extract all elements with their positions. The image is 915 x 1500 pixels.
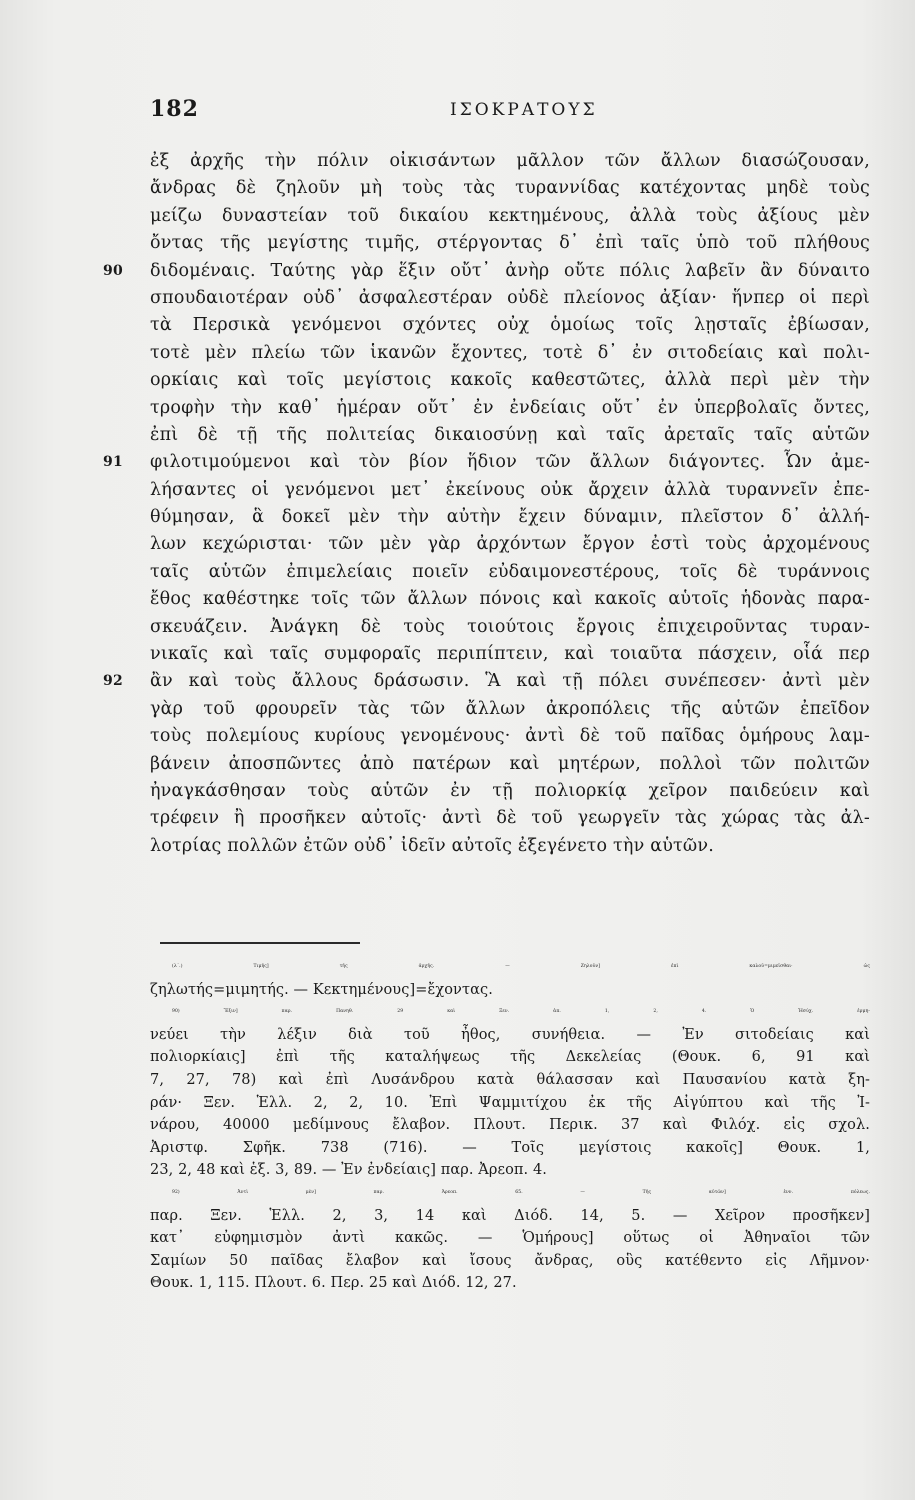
line-text: νικαῖς καὶ ταῖς συμφοραῖς περιπίπτειν, καὶ τοιαῦτα πάσχειν, οἷά περ xyxy=(150,644,870,665)
text-line xyxy=(150,778,870,805)
text-line xyxy=(150,175,870,202)
line-text: ἐπὶ δὲ τῇ τῆς πολιτείας δικαιοσύνῃ καὶ ταῖς ἀρεταῖς ταῖς αὑτῶν xyxy=(150,424,870,445)
footnote-line: ράν· Ξεν. Ἑλλ. 2, 2, 10. Ἐπὶ Ψαμμιτίχου ἐκ τῆς Αἰγύπτου καὶ τῆς Ἰ- xyxy=(150,1094,870,1111)
line-text: ὄντας τῆς μεγίστης τιμῆς, στέργοντας δ᾽ ἐπὶ ταῖς ὑπὸ τοῦ πλήθους xyxy=(150,233,870,254)
text-line xyxy=(150,367,870,394)
text-line xyxy=(150,641,870,668)
text-line xyxy=(150,614,870,641)
line-text: τὰ Περσικὰ γενόμενοι σχόντες οὐχ ὁμοίως τοῖς λῃσταῖς ἐβίωσαν, xyxy=(150,315,870,336)
footnote-line: Θουκ. 1, 115. Πλουτ. 6. Περ. 25 καὶ Διόδ. 12, 27. xyxy=(150,1275,517,1292)
text-line xyxy=(150,723,870,750)
text-line xyxy=(150,805,870,832)
line-text: τοὺς πολεμίους κυρίους γενομένους· ἀντὶ δὲ τοῦ παῖδας ὁμήρους λαμ- xyxy=(150,726,870,747)
text-line xyxy=(103,449,870,476)
page-header xyxy=(150,96,870,126)
footnote-line: 23, 2, 48 καὶ ἑξ. 3, 89. — Ἐν ἐνδείαις] παρ. Ἀρεοπ. 4. xyxy=(150,1162,547,1179)
footnote-rule xyxy=(160,942,360,944)
footnote-line: νεύει τὴν λέξιν διὰ τοῦ ἦθος, συνήθεια. — Ἐν σιτοδείαις καὶ xyxy=(150,1026,870,1043)
line-text: τοτὲ μὲν πλείω τῶν ἱκανῶν ἔχοντες, τοτὲ δ᾽ ἐν σιτοδείαις καὶ πολι- xyxy=(150,342,870,363)
line-text: ἠναγκάσθησαν τοὺς αὑτῶν ἐν τῇ πολιορκίᾳ χεῖρον παιδεύειν καὶ xyxy=(150,780,870,801)
footnote-line: (λ΄.) Τιμῆς] τῆς ἀρχῆς. — Ζηλοῦν] ἐπὶ καλοῦ=μιμεῖσθαι· ὡς xyxy=(172,964,870,969)
footnote-line: 7, 27, 78) καὶ ἐπὶ Λυσάνδρου κατὰ θάλασσαν καὶ Παυσανίου κατὰ ξη- xyxy=(150,1071,870,1088)
text-line xyxy=(150,203,870,230)
line-text: τρέφειν ἢ προσῆκεν αὐτοῖς· ἀντὶ δὲ τοῦ γεωργεῖν τὰς χώρας τὰς ἀλ- xyxy=(150,808,870,829)
line-text: θύμησαν, ἃ δοκεῖ μὲν τὴν αὐτὴν ἔχειν δύναμιν, πλεῖστον δ᾽ ἀλλή- xyxy=(150,507,870,528)
line-text: ἐξ ἀρχῆς τὴν πόλιν οἰκισάντων μᾶλλον τῶν ἄλλων διασώζουσαν, xyxy=(150,151,870,171)
footnote-line: πολιορκίαις] ἐπὶ τῆς καταλήψεως τῆς Δεκελείας (Θουκ. 6, 91 καὶ xyxy=(150,1049,870,1066)
line-text: γὰρ τοῦ φρουρεῖν τὰς τῶν ἄλλων ἀκροπόλεις τῆς αὑτῶν ἐπεῖδον xyxy=(150,698,870,719)
text-line xyxy=(150,531,870,558)
text-line xyxy=(150,422,870,449)
line-text: ορκίαις καὶ τοῖς μεγίστοις κακοῖς καθεστῶτες, ἀλλὰ περὶ μὲν τὴν xyxy=(150,370,870,391)
text-line xyxy=(103,258,870,285)
page-number: 182 xyxy=(150,96,199,122)
text-line xyxy=(150,504,870,531)
text-line xyxy=(150,148,870,175)
section-number: 90 xyxy=(103,262,123,279)
text-line xyxy=(150,230,870,257)
section-number: 92 xyxy=(103,673,123,690)
footnote-line: ζηλωτής=μιμητής. — Κεκτημένους]=ἔχοντας. xyxy=(150,981,493,998)
text-line xyxy=(150,285,870,312)
line-text: λήσαντες οἱ γενόμενοι μετ᾽ ἐκείνους οὐκ ἄρχειν ἀλλὰ τυραννεῖν ἐπε- xyxy=(150,479,870,500)
text-line xyxy=(150,559,870,586)
text-line xyxy=(150,751,870,778)
line-text: φιλοτιμούμενοι καὶ τὸν βίον ἥδιον τῶν ἄλλων διάγοντες. Ὧν ἀμε- xyxy=(150,452,870,473)
line-text: βάνειν ἀποσπῶντες ἀπὸ πατέρων καὶ μητέρων, πολλοὶ τῶν πολιτῶν xyxy=(150,753,870,774)
text-line xyxy=(150,395,870,422)
line-text: ταῖς αὑτῶν ἐπιμελείαις ποιεῖν εὐδαιμονεστέρους, τοῖς δὲ τυράννοις xyxy=(150,561,870,582)
line-text: σκευάζειν. Ἀνάγκη δὲ τοὺς τοιούτοις ἔργοις ἐπιχειροῦντας τυραν- xyxy=(150,616,870,637)
line-text: διδομέναις. Ταύτης γὰρ ἕξιν οὔτ᾽ ἀνὴρ οὔτε πόλις λαβεῖν ἂν δύναιτο xyxy=(150,260,870,281)
footnote-line: Σαμίων 50 παῖδας ἔλαβον καὶ ἴσους ἄνδρας, οὓς κατέθεντο εἰς Λῆμνον· xyxy=(150,1252,870,1269)
text-line xyxy=(150,696,870,723)
text-line xyxy=(150,586,870,613)
text-line xyxy=(150,477,870,504)
line-text: ἂν καὶ τοὺς ἄλλους δράσωσιν. Ἃ καὶ τῇ πόλει συνέπεσεν· ἀντὶ μὲν xyxy=(150,671,870,692)
footnote-line: κατ᾽ εὐφημισμὸν ἀντὶ κακῶς. — Ὁμήρους] οὕτως οἱ Ἀθηναῖοι τῶν xyxy=(150,1230,870,1247)
running-title: ΙΣΟΚΡΑΤΟΥΣ xyxy=(450,100,598,120)
text-line xyxy=(103,668,870,695)
footnote-line: 90) Ἕξιν] παρ. Πανηθ. 29 καὶ Ξεν. ἀπ. 1, 2, 4. Ὁ Ἡσύχ. ἑρμη- xyxy=(172,1009,870,1015)
line-text: σπουδαιοτέραν οὐδ᾽ ἀσφαλεστέραν οὐδὲ πλείονος ἀξίαν· ἥνπερ οἱ περὶ xyxy=(150,287,870,308)
line-text: ἄνδρας δὲ ζηλοῦν μὴ τοὺς τὰς τυραννίδας κατέχοντας μηδὲ τοὺς xyxy=(150,178,870,199)
line-text: μείζω δυναστείαν τοῦ δικαίου κεκτημένους, ἀλλὰ τοὺς ἀξίους μὲν xyxy=(150,205,870,226)
text-line xyxy=(150,340,870,367)
footnotes xyxy=(150,956,870,1295)
footnote-line: 92) Ἀντὶ μὲν] παρ. Ἀρεοπ. 65. — Τῆς αὑτῶν] ἐνν. πόλεως. xyxy=(172,1189,870,1195)
footnote-line: παρ. Ξεν. Ἑλλ. 2, 3, 14 καὶ Διόδ. 14, 5. — Χεῖρον προσῆκεν] xyxy=(150,1207,870,1224)
footnote-line: νάρου, 40000 μεδίμνους ἔλαβον. Πλουτ. Περικ. 37 καὶ Φιλόχ. εἰς σχολ. xyxy=(150,1117,870,1134)
line-text: ἔθος καθέστηκε τοῖς τῶν ἄλλων πόνοις καὶ κακοῖς αὑτοῖς ἡδονὰς παρα- xyxy=(150,589,870,610)
line-text: λων κεχώρισται· τῶν μὲν γὰρ ἀρχόντων ἔργον ἐστὶ τοὺς ἀρχομένους xyxy=(150,534,870,555)
section-number: 91 xyxy=(103,454,123,471)
text-line xyxy=(150,312,870,339)
main-text xyxy=(103,148,870,860)
line-text: λοτρίας πολλῶν ἐτῶν οὐδ᾽ ἰδεῖν αὐτοῖς ἐξεγένετο τὴν αὑτῶν. xyxy=(150,835,715,856)
footnote-line: Ἀριστφ. Σφῆκ. 738 (716). — Τοῖς μεγίστοις κακοῖς] Θουκ. 1, xyxy=(150,1139,870,1156)
line-text: τροφὴν τὴν καθ᾽ ἡμέραν οὔτ᾽ ἐν ἐνδείαις οὔτ᾽ ἐν ὑπερβολαῖς ὄντες, xyxy=(150,397,870,418)
text-line xyxy=(150,833,870,860)
